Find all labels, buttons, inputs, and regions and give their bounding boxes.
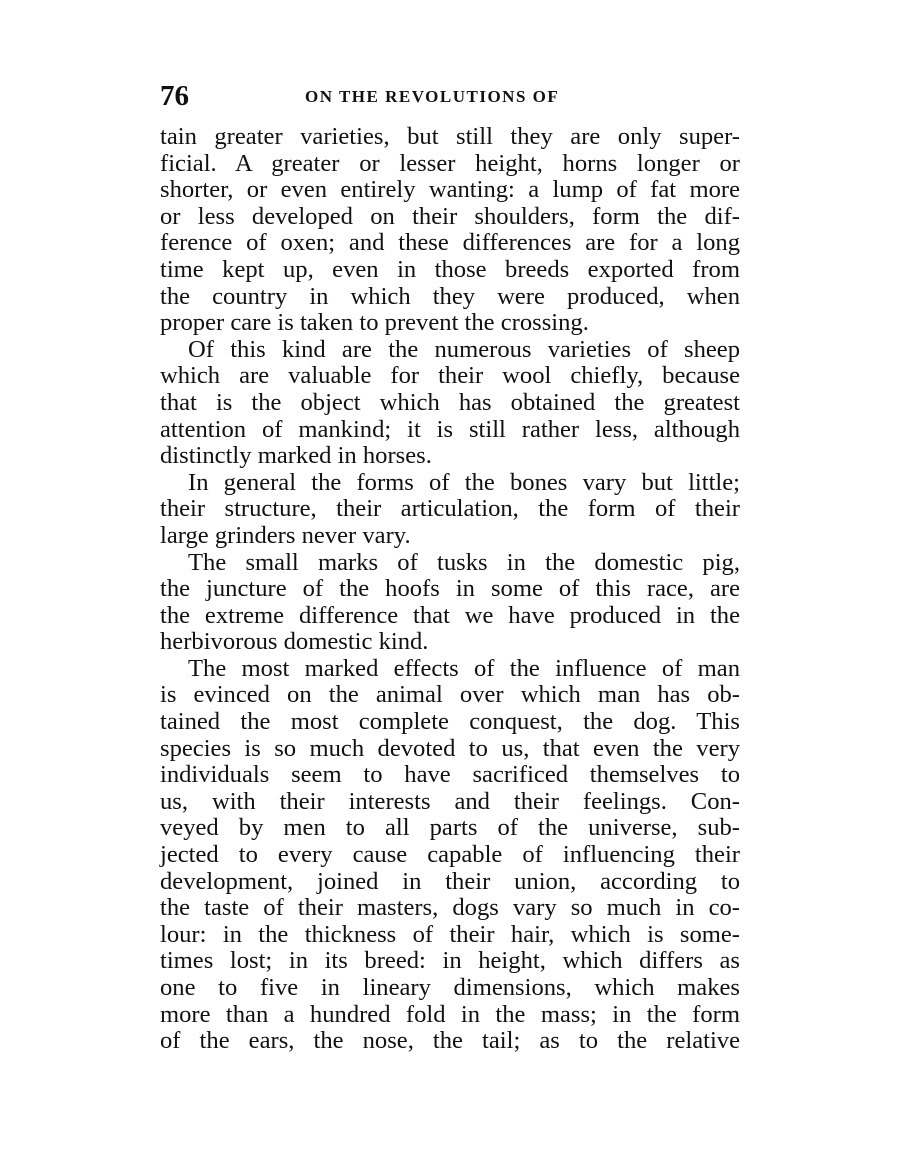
text-line: the juncture of the hoofs in some of this race, are xyxy=(160,575,740,603)
page-number: 76 xyxy=(160,80,189,112)
text-line: us, with their interests and their feelings. Con- xyxy=(160,787,740,815)
text-line: shorter, or even entirely wanting: a lump of fat more xyxy=(160,176,740,204)
text-line: The small marks of tusks in the domestic pig, xyxy=(188,548,740,576)
paragraph xyxy=(160,337,740,470)
text-line: one to five in lineary dimensions, which makes xyxy=(160,974,740,1001)
text-line: distinctly marked in horses. xyxy=(160,442,432,470)
paragraph xyxy=(160,124,740,337)
text-line: The most marked effects of the influence of man xyxy=(188,654,740,682)
text-line: is evinced on the animal over which man has ob- xyxy=(160,681,740,709)
paragraph xyxy=(160,470,740,550)
text-line: herbivorous domestic kind. xyxy=(160,628,429,656)
text-line: proper care is taken to prevent the crossing. xyxy=(160,309,589,337)
text-line: individuals seem to have sacrificed themselves to xyxy=(160,761,740,789)
text-line: more than a hundred fold in the mass; in the form xyxy=(160,1000,740,1028)
text-line: jected to every cause capable of influencing their xyxy=(160,841,740,869)
text-line: tained the most complete conquest, the dog. This xyxy=(160,708,740,736)
running-head-title: ON THE REVOLUTIONS OF xyxy=(305,87,560,106)
body-text xyxy=(160,124,740,1055)
text-line: tain greater varieties, but still they are only super- xyxy=(160,123,740,150)
text-line: In general the forms of the bones vary but little; xyxy=(188,468,740,496)
text-line: of the ears, the nose, the tail; as to the relative xyxy=(160,1027,740,1055)
text-line: lour: in the thickness of their hair, which is some- xyxy=(160,920,740,948)
text-line: or less developed on their shoulders, form the dif- xyxy=(160,202,740,230)
text-line: times lost; in its breed: in height, which differs as xyxy=(160,947,740,975)
running-head xyxy=(160,78,740,118)
text-line: species is so much devoted to us, that even the very xyxy=(160,734,740,762)
text-line: Of this kind are the numerous varieties of sheep xyxy=(188,335,740,363)
text-line: the extreme difference that we have produced in the xyxy=(160,601,740,629)
text-line: their structure, their articulation, the form of their xyxy=(160,495,740,523)
text-line: ficial. A greater or lesser height, horns longer or xyxy=(160,149,740,177)
text-line: which are valuable for their wool chiefly, because xyxy=(160,362,740,390)
text-line: large grinders never vary. xyxy=(160,521,411,549)
text-line: time kept up, even in those breeds exported from xyxy=(160,255,740,283)
text-line: the taste of their masters, dogs vary so much in co- xyxy=(160,894,740,922)
text-line: attention of mankind; it is still rather less, although xyxy=(160,415,740,443)
text-line: development, joined in their union, according to xyxy=(160,867,740,895)
paragraph xyxy=(160,656,740,1055)
text-line: the country in which they were produced, when xyxy=(160,282,740,310)
text-line: veyed by men to all parts of the universe, sub- xyxy=(160,814,740,842)
book-page xyxy=(160,78,740,1055)
text-line: ference of oxen; and these differences are for a long xyxy=(160,229,740,257)
text-line: that is the object which has obtained the greatest xyxy=(160,388,740,416)
paragraph xyxy=(160,550,740,656)
